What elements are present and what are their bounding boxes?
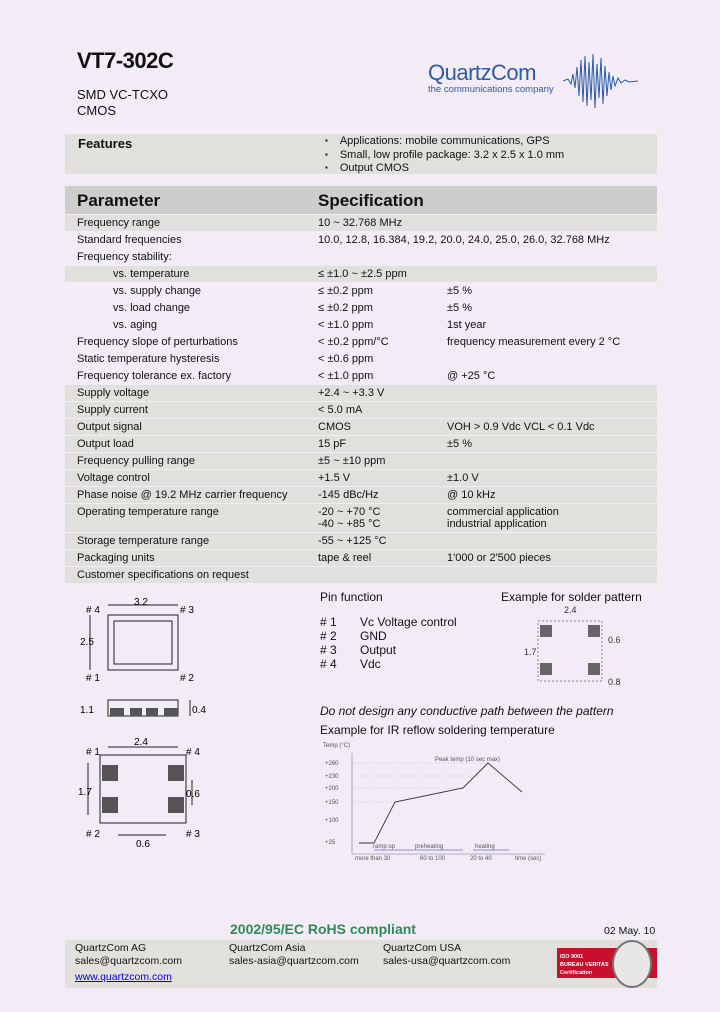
table-row [65, 317, 657, 334]
dim-length: 3.2 [134, 597, 148, 608]
feature-item: ▪ Small, low profile package: 3.2 x 2.5 x 1.0 mm [325, 149, 564, 163]
note-cell: industrial application [447, 518, 547, 530]
spec-cell: ≤ ±1.0 ~ ±2.5 ppm [318, 268, 407, 280]
parameter-cell: Supply voltage [77, 387, 150, 399]
spec-cell: -55 ~ +125 °C [318, 535, 387, 547]
parameter-cell: Supply current [77, 404, 148, 416]
dim-pad-pitch-x: 2.4 [134, 737, 148, 748]
table-row [65, 351, 657, 368]
table-row [65, 550, 657, 567]
spec-cell: < ±0.2 ppm/°C [318, 336, 389, 348]
solder-dim: 0.6 [608, 635, 621, 645]
y-tick: +150 [325, 800, 339, 806]
note-cell: VOH > 0.9 Vdc VCL < 0.1 Vdc [447, 421, 595, 433]
spec-cell: -40 ~ +85 °C [318, 518, 381, 530]
subtitle-type: SMD VC-TCXO [77, 87, 168, 102]
spec-table-header [65, 186, 657, 214]
note-cell: @ +25 °C [447, 370, 496, 382]
table-row [65, 249, 657, 266]
pin-function-title: Pin function [320, 590, 383, 604]
logo-name: QuartzCom [428, 60, 536, 85]
solder-pattern-title: Example for solder pattern [501, 590, 642, 604]
parameter-cell: Frequency stability: [77, 251, 172, 263]
spec-cell: < ±0.6 ppm [318, 353, 374, 365]
spec-cell: -20 ~ +70 °C [318, 506, 381, 518]
spec-cell: 10.0, 12.8, 16.384, 19.2, 20.0, 24.0, 25.0, 26.0, 32.768 MHz [318, 234, 610, 246]
parameter-cell: Frequency tolerance ex. factory [77, 370, 232, 382]
cert-line: BUREAU VERITAS [560, 962, 609, 968]
table-row [65, 334, 657, 351]
parameter-cell: Packaging units [77, 552, 155, 564]
table-row [65, 504, 657, 533]
pin-number: # 2 [320, 629, 337, 643]
parameter-cell: Frequency pulling range [77, 455, 196, 467]
table-row [65, 300, 657, 317]
parameter-cell: Frequency slope of perturbations [77, 336, 238, 348]
subtitle-output: CMOS [77, 103, 116, 118]
note-cell: ±5 % [447, 285, 472, 297]
y-tick: +100 [325, 818, 339, 824]
pin-desc: GND [360, 629, 387, 643]
parameter-cell: Storage temperature range [77, 535, 210, 547]
parameter-cell: Output load [77, 438, 134, 450]
pin-label: # 2 [86, 829, 100, 840]
parameter-cell: Phase noise @ 19.2 MHz carrier frequency [77, 489, 288, 501]
spec-cell: < ±1.0 ppm [318, 370, 374, 382]
table-row [65, 453, 657, 470]
parameter-cell: vs. supply change [113, 285, 202, 297]
note-cell: frequency measurement every 2 °C [447, 336, 621, 348]
pin-desc: Output [360, 643, 397, 657]
pin-number: # 3 [320, 643, 337, 657]
note-cell: commercial application [447, 506, 559, 518]
spec-cell: -145 dBc/Hz [318, 489, 379, 501]
spec-cell: < ±1.0 ppm [318, 319, 374, 331]
waveform-logo-icon [563, 52, 638, 110]
pin-label: # 4 [186, 747, 200, 758]
feature-item: ▪ Applications: mobile communications, GPS [325, 135, 564, 149]
y-tick: +260 [325, 761, 339, 767]
peak-label: Peak temp (10 sec max) [435, 757, 501, 763]
x-label: time (sec) [515, 856, 542, 862]
y-tick: +230 [325, 774, 339, 780]
x-label: more than 30 [355, 856, 391, 862]
note-cell: ±1.0 V [447, 472, 479, 484]
dim-pad-height: 0.4 [192, 705, 206, 716]
dim-pad-pitch-y: 1.7 [78, 787, 92, 798]
parameter-cell: vs. aging [113, 319, 158, 331]
spec-cell: CMOS [318, 421, 351, 433]
table-row [65, 436, 657, 453]
table-row [65, 266, 657, 283]
table-row [65, 470, 657, 487]
reflow-y-label: Temp (°C) [323, 743, 351, 749]
features-section [65, 134, 657, 174]
x-label: 60 to 100 [420, 856, 446, 862]
note-cell: ±5 % [447, 438, 472, 450]
pin-number: # 4 [320, 657, 337, 671]
table-row [65, 402, 657, 419]
y-tick: +200 [325, 786, 339, 792]
dim-pad-size: 0.6 [186, 789, 200, 800]
pin-label: # 1 [86, 673, 100, 684]
parameter-cell: Frequency range [77, 217, 161, 229]
note-cell: 1'000 or 2'500 pieces [447, 552, 551, 564]
spec-cell: +2.4 ~ +3.3 V [318, 387, 385, 399]
solder-dim: 1.7 [524, 647, 537, 657]
reflow-chart [315, 738, 555, 863]
office-email[interactable]: sales-asia@quartzcom.com [229, 955, 359, 967]
phase-label: ramp up [373, 844, 396, 850]
header-parameter: Parameter [77, 191, 161, 210]
product-title: VT7-302C [77, 48, 174, 73]
header-specification: Specification [318, 191, 424, 210]
design-warning: Do not design any conductive path between the pattern [320, 704, 614, 718]
parameter-cell: Customer specifications on request [77, 569, 249, 581]
table-row [65, 283, 657, 300]
pin-label: # 3 [186, 829, 200, 840]
parameter-cell: Output signal [77, 421, 142, 433]
package-drawing [78, 595, 213, 850]
pin-function-list [320, 615, 457, 671]
cert-line: Certification [560, 970, 593, 976]
spec-cell: 10 ~ 32.768 MHz [318, 217, 403, 229]
office-name: QuartzCom Asia [229, 942, 306, 954]
spec-cell: 15 pF [318, 438, 347, 450]
office-name: QuartzCom AG [75, 942, 147, 954]
note-cell: ±5 % [447, 302, 472, 314]
pin-label: # 2 [180, 673, 194, 684]
website-link[interactable]: www.quartzcom.com [75, 971, 172, 983]
features-label: Features [78, 136, 133, 151]
solder-dim: 2.4 [564, 605, 577, 615]
pin-label: # 4 [86, 605, 100, 616]
bureau-veritas-seal-icon [612, 940, 652, 988]
rohs-compliance: 2002/95/EC RoHS compliant [230, 921, 416, 937]
spec-cell: ≤ ±0.2 ppm [318, 302, 373, 314]
y-tick: +25 [325, 840, 336, 846]
table-row [65, 533, 657, 550]
table-row [65, 232, 657, 249]
office-email[interactable]: sales@quartzcom.com [75, 955, 182, 967]
parameter-cell: vs. load change [113, 302, 191, 314]
pin-desc: Vdc [360, 657, 381, 671]
office-name: QuartzCom USA [383, 942, 462, 954]
note-cell: 1st year [447, 319, 487, 331]
pin-label: # 1 [86, 747, 100, 758]
solder-dim: 0.8 [608, 677, 621, 687]
pin-desc: Vc Voltage control [360, 615, 457, 629]
dim-pad-width: 0.6 [136, 839, 150, 850]
spec-cell: < 5.0 mA [318, 404, 363, 416]
dim-height: 1.1 [80, 705, 94, 716]
spec-cell: ≤ ±0.2 ppm [318, 285, 373, 297]
reflow-title: Example for IR reflow soldering temperature [320, 723, 555, 737]
dim-width: 2.5 [80, 637, 94, 648]
solder-pattern-drawing [520, 603, 625, 688]
pin-number: # 1 [320, 615, 337, 629]
table-row [65, 419, 657, 436]
table-row [65, 567, 657, 584]
parameter-cell: Static temperature hysteresis [77, 353, 220, 365]
table-row [65, 215, 657, 232]
spec-cell: ±5 ~ ±10 ppm [318, 455, 386, 467]
document-date: 02 May. 10 [604, 925, 656, 937]
parameter-cell: Standard frequencies [77, 234, 182, 246]
spec-cell: +1.5 V [318, 472, 351, 484]
feature-item: ▪ Output CMOS [325, 162, 564, 176]
phase-label: heating [475, 844, 495, 850]
parameter-cell: Operating temperature range [77, 506, 219, 518]
office-email[interactable]: sales-usa@quartzcom.com [383, 955, 511, 967]
table-row [65, 487, 657, 504]
table-row [65, 385, 657, 402]
pin-label: # 3 [180, 605, 194, 616]
table-row [65, 368, 657, 385]
x-label: 20 to 40 [470, 856, 492, 862]
phase-label: preheating [415, 844, 444, 850]
quartzcom-logo [428, 60, 554, 95]
logo-tagline: the communications company [428, 84, 554, 95]
parameter-cell: Voltage control [77, 472, 150, 484]
spec-cell: tape & reel [318, 552, 372, 564]
note-cell: @ 10 kHz [447, 489, 496, 501]
cert-line: ISO 9001 [560, 954, 584, 960]
parameter-cell: vs. temperature [113, 268, 190, 280]
